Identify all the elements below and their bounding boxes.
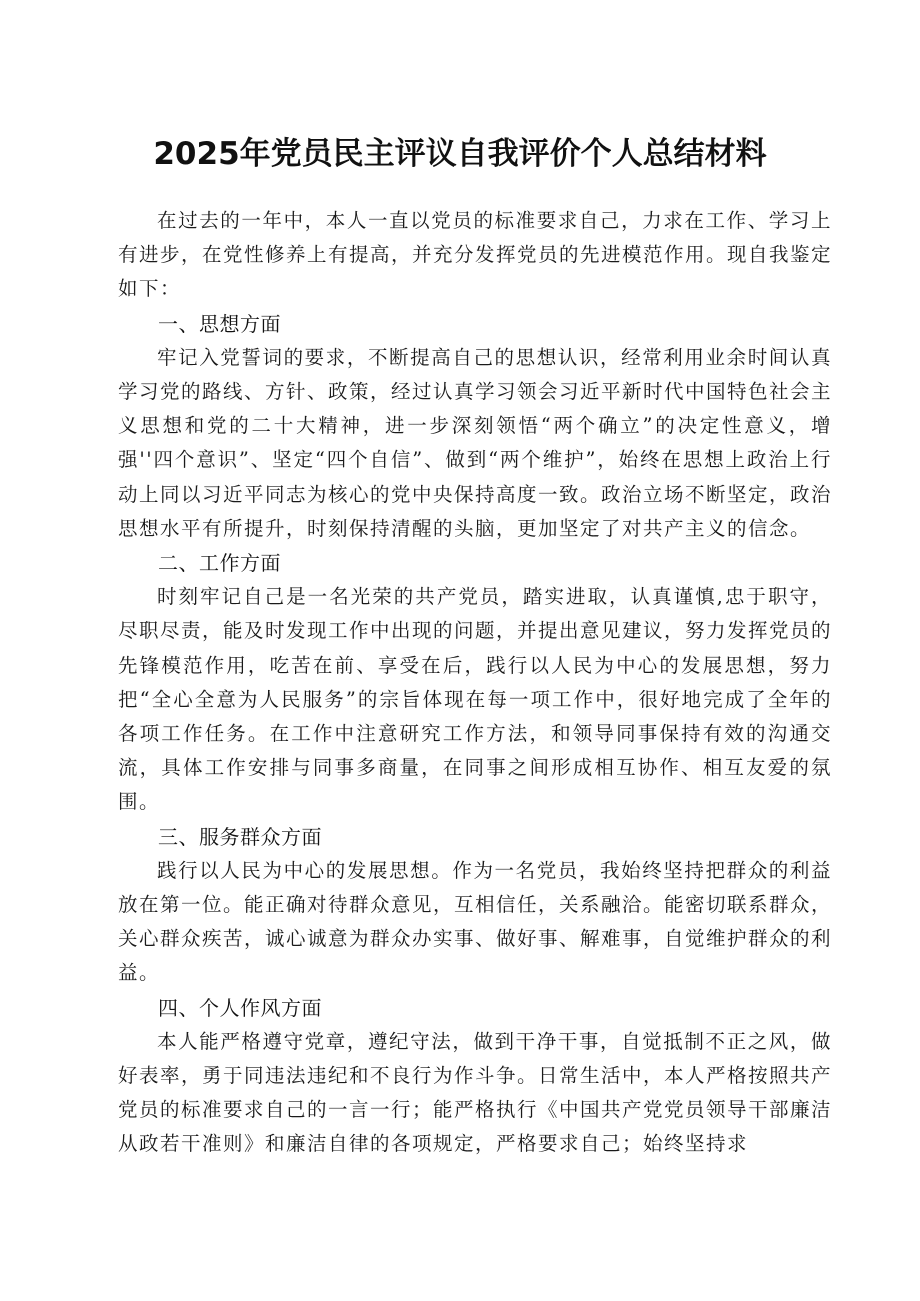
document-title: 2025年党员民主评议自我评价个人总结材料	[153, 136, 767, 172]
section-heading-service: 三、服务群众方面	[158, 824, 322, 849]
section-heading-thought: 一、思想方面	[158, 311, 281, 336]
section-body-thought: 牢记入党誓词的要求，不断提高自己的思想认识，经常利用业余时间认真学习党的路线、方针、政策，经过认真学习领会习近平新时代中国特色社会主义思想和党的二十大精神，进一步深刻领悟“两个确立”的决定性意义，增强''四个意识”、坚定“四个自信”、做到“两个维护”，始终在思想上政治上行动上同以习近平同志为核心的党中央保持高度一致。政治立场不断坚定，政治思想水平有所提升，时刻保持清醒的头脑，更加坚定了对共产主义的信念。	[118, 345, 833, 540]
section-heading-work: 二、工作方面	[158, 551, 281, 576]
section-body-conduct: 本人能严格遵守党章，遵纪守法，做到干净干事，自觉抵制不正之风，做好表率，勇于同违法违纪和不良行为作斗争。日常生活中，本人严格按照共产党员的标准要求自己的一言一行；能严格执行《中国共产党党员领导干部廉洁从政若干准则》和廉洁自律的各项规定，严格要求自己；始终坚持求	[118, 1029, 833, 1156]
document-body	[118, 204, 832, 1162]
section-body-work: 时刻牢记自己是一名光荣的共产党员，踏实进取，认真谨慎,忠于职守，尽职尽责，能及时发现工作中出现的问题，并提出意见建议，努力发挥党员的先锋模范作用，吃苦在前、享受在后，践行以人民为中心的发展思想，努力把“全心全意为人民服务”的宗旨体现在每一项工作中，很好地完成了全年的各项工作任务。在工作中注意研究工作方法，和领导同事保持有效的沟通交流，具体工作安排与同事多商量，在同事之间形成相互协作、相互友爱的氛围。	[118, 585, 833, 814]
section-heading-conduct: 四、个人作风方面	[158, 995, 322, 1020]
section-body-service: 践行以人民为中心的发展思想。作为一名党员，我始终坚持把群众的利益放在第一位。能正确对待群众意见，互相信任，关系融洽。能密切联系群众，关心群众疾苦，诚心诚意为群众办实事、做好事、解难事，自觉维护群众的利益。	[118, 858, 833, 985]
intro-paragraph: 在过去的一年中，本人一直以党员的标准要求自己，力求在工作、学习上有进步，在党性修养上有提高，并充分发挥党员的先进模范作用。现自我鉴定如下：	[118, 209, 833, 301]
